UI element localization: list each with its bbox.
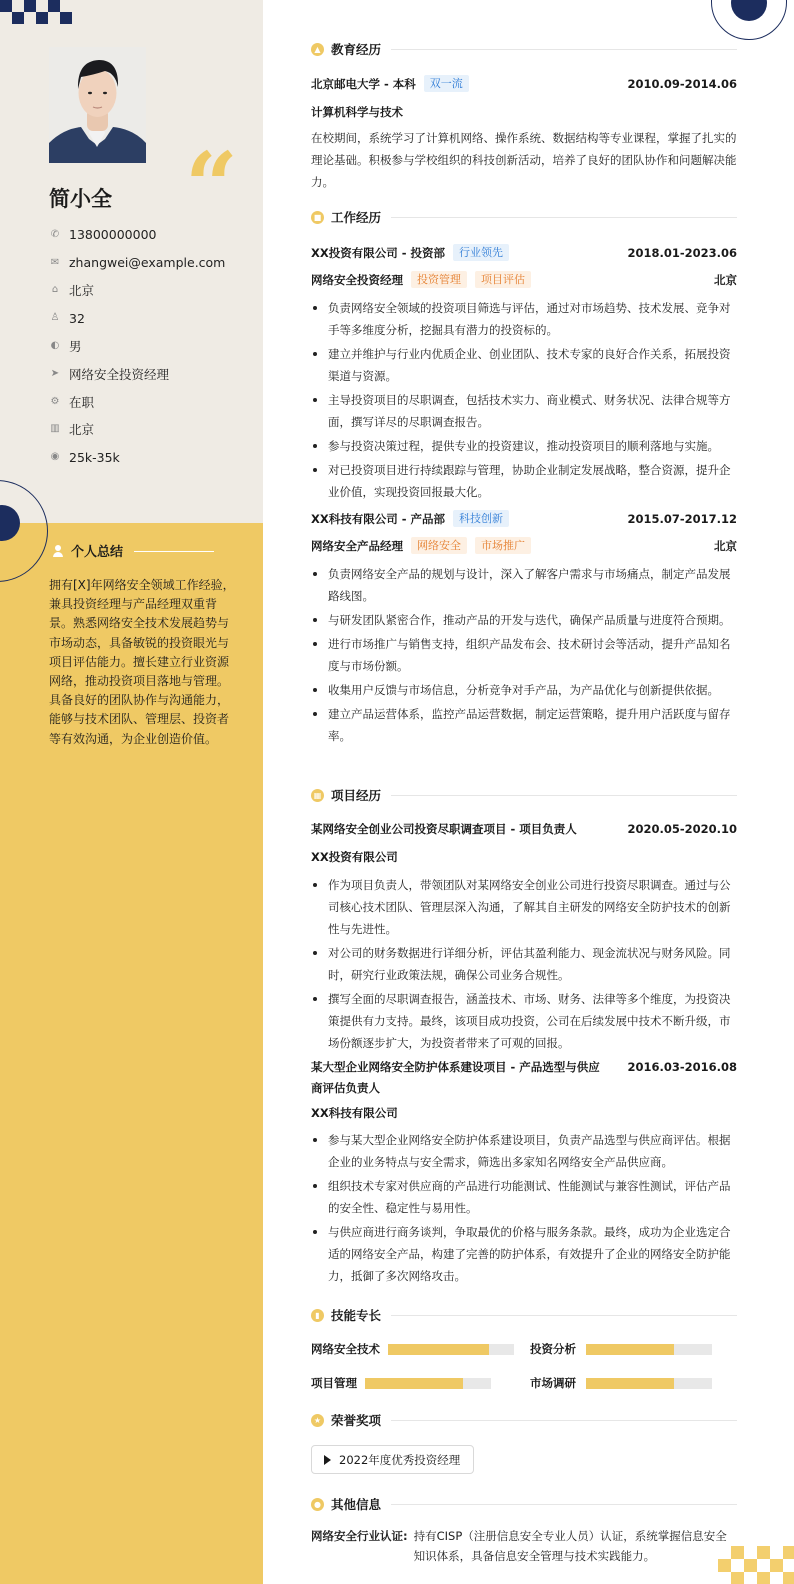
job-bullets	[311, 563, 737, 749]
job-header	[311, 510, 737, 527]
other-section-header	[311, 1495, 737, 1513]
other-label: 网络安全行业认证:	[311, 1529, 408, 1543]
coin-icon: ◉	[50, 451, 60, 463]
list-item: 作为项目负责人，带领团队对某网络安全创业公司进行投资尽职调查。通过与公司核心技术团队、管理层深入沟通，了解其自主研发的网络安全防护技术的创新性与先进性。	[311, 874, 737, 940]
info-phone	[49, 221, 225, 249]
sidebar	[0, 0, 263, 1584]
checker-decoration	[0, 0, 76, 24]
skill-name: 网络安全技术	[311, 1342, 380, 1356]
list-item: 撰写全面的尽职调查报告，涵盖技术、市场、财务、法律等多个维度，为投资决策提供有力支持。最终，该项目成功投资，公司在后续发展中技术不断升级，市场份额逐步扩大，为投资者带来了可观的回报。	[311, 988, 737, 1054]
summary-text: 拥有[X]年网络安全领域工作经验，兼具投资经理与产品经理双重背景。熟悉网络安全技术发展趋势与市场动态，具备敏锐的投资眼光与项目评估能力。擅长建立行业资源网络，推动投资项目落地与管理。具备良好的团队协作与沟通能力，能够与技术团队、管理层、投资者等有效沟通，为企业创造价值。	[49, 578, 235, 746]
job-title-value: 网络安全投资经理	[69, 366, 170, 382]
list-item: 对已投资项目进行持续跟踪与管理，协助企业制定发展战略，整合资源，提升企业价值，实现投资回报最大化。	[311, 459, 737, 503]
other-title: 其他信息	[331, 1497, 382, 1512]
projects-section-header	[311, 786, 737, 804]
job-company: XX投资有限公司 - 投资部	[311, 245, 446, 260]
job-city: 北京	[714, 272, 737, 287]
project-bullets	[311, 1129, 737, 1289]
quote-mark-icon: “	[185, 132, 238, 240]
info-salary	[49, 443, 225, 471]
skill-tag: 项目评估	[475, 271, 531, 288]
info-job-title	[49, 360, 225, 388]
list-item: 参与某大型企业网络安全防护体系建设项目，负责产品选型与供应商评估。根据企业的业务特点与安全需求，筛选出多家知名网络安全产品供应商。	[311, 1129, 737, 1173]
gender-value: 男	[69, 339, 82, 355]
email-value[interactable]: zhangwei@example.com	[69, 255, 226, 271]
project-name: 某大型企业网络安全防护体系建设项目 - 产品选型与供应	[311, 1060, 600, 1074]
other-info-row	[311, 1526, 737, 1566]
skill-name: 项目管理	[311, 1376, 357, 1390]
target-city-value: 北京	[69, 422, 95, 438]
home-icon: ⌂	[51, 284, 59, 296]
job-company: XX科技有限公司 - 产品部	[311, 511, 446, 526]
list-item: 建立并维护与行业内优质企业、创业团队、技术专家的良好合作关系，拓展投资渠道与资源。	[311, 343, 737, 387]
list-item: 主导投资项目的尽职调查，包括技术实力、商业模式、财务状况、法律合规等方面，撰写详尽的尽职调查报告。	[311, 389, 737, 433]
award-name: 2022年度优秀投资经理	[339, 1452, 461, 1467]
company-tag: 科技创新	[453, 510, 509, 527]
project-period: 2020.05-2020.10	[627, 822, 737, 836]
education-period: 2010.09-2014.06	[627, 76, 737, 91]
job-position-row	[311, 537, 737, 554]
skill-tag: 投资管理	[411, 271, 467, 288]
skills-title: 技能专长	[331, 1308, 382, 1323]
skill-bar-fill	[586, 1344, 674, 1355]
age-value: 32	[69, 310, 85, 326]
person-icon	[52, 545, 64, 557]
section-divider	[391, 1504, 737, 1505]
other-value: 持有CISP（注册信息安全专业人员）认证，系统掌握信息安全知识体系，具备信息安全管理与技术实践能力。	[413, 1529, 727, 1563]
list-item: 对公司的财务数据进行详细分析，评估其盈利能力、现金流状况与财务风险。同时，研究行业政策法规，确保公司业务合规性。	[311, 942, 737, 986]
project-org: XX科技有限公司	[311, 1106, 398, 1120]
info-status	[49, 388, 225, 416]
project-bullets	[311, 874, 737, 1056]
job-position-row	[311, 271, 737, 288]
avatar-photo	[49, 47, 146, 163]
contact-info-list	[49, 221, 225, 471]
job-position: 网络安全产品经理	[311, 538, 403, 553]
skill-bar	[586, 1378, 712, 1389]
list-item: 参与投资决策过程，提供专业的投资建议，推动投资项目的顺利落地与实施。	[311, 435, 737, 457]
section-divider	[391, 795, 737, 796]
info-target-city	[49, 416, 225, 444]
project-name: 某网络安全创业公司投资尽职调查项目 - 项目负责人	[311, 822, 577, 836]
job-bullets	[311, 297, 737, 505]
play-icon	[324, 1455, 331, 1465]
info-age	[49, 304, 225, 332]
list-item: 与供应商进行商务谈判，争取最优的价格与服务条款。最终，成功为企业选定合适的网络安全产品，构建了完善的防护体系，有效提升了企业的网络安全防护能力，抵御了多次网络攻击。	[311, 1221, 737, 1287]
status-value: 在职	[69, 394, 95, 410]
projects-title: 项目经历	[331, 788, 382, 803]
major: 计算机科学与技术	[311, 105, 403, 119]
list-item: 与研发团队紧密合作，推动产品的开发与迭代，确保产品质量与进度符合预期。	[311, 609, 737, 631]
cake-icon: ♙	[50, 312, 60, 324]
project-header	[311, 821, 737, 837]
info-email	[49, 249, 225, 277]
awards-section-header	[311, 1411, 737, 1429]
summary-divider	[134, 551, 214, 552]
phone-icon: ✆	[50, 228, 60, 240]
skill-item	[311, 1375, 491, 1391]
work-section-header	[311, 208, 737, 226]
job-position: 网络安全投资经理	[311, 272, 403, 287]
skill-item	[530, 1341, 712, 1357]
section-divider	[391, 49, 737, 50]
list-item: 建立产品运营体系，监控产品运营数据，制定运营策略，提升用户活跃度与留存率。	[311, 703, 737, 747]
phone-value[interactable]: 13800000000	[69, 227, 157, 243]
medal-icon: ★	[311, 1414, 324, 1427]
summary-title: 个人总结	[71, 545, 124, 560]
section-divider	[391, 217, 737, 218]
gender-icon: ◐	[50, 340, 60, 352]
section-divider	[391, 1420, 737, 1421]
info-gender	[49, 332, 225, 360]
skill-tag: 网络安全	[411, 537, 467, 554]
list-item: 组织技术专家对供应商的产品进行功能测试、性能测试与兼容性测试，评估产品的安全性、稳定性与易用性。	[311, 1175, 737, 1219]
project-period: 2016.03-2016.08	[627, 1060, 737, 1074]
project-header	[311, 1057, 737, 1099]
school-name: 北京邮电大学 - 本科	[311, 76, 416, 91]
project-name-cont: 商评估负责人	[311, 1081, 380, 1095]
mail-icon: ✉	[50, 256, 60, 268]
salary-value: 25k-35k	[69, 449, 120, 465]
project-org: XX投资有限公司	[311, 850, 398, 864]
summary-header	[52, 541, 123, 560]
skill-item	[311, 1341, 514, 1357]
school-tag: 双一流	[424, 75, 469, 92]
education-title: 教育经历	[331, 42, 382, 57]
job-period: 2018.01-2023.06	[627, 245, 737, 260]
briefcase-icon: ■	[311, 211, 324, 224]
education-section-header	[311, 40, 737, 58]
list-item: 进行市场推广与销售支持，组织产品发布会、技术研讨会等活动，提升产品知名度与市场份额。	[311, 633, 737, 677]
info-location	[49, 277, 225, 305]
awards-title: 荣誉奖项	[331, 1413, 382, 1428]
list-item: 负责网络安全领域的投资项目筛选与评估，通过对市场趋势、技术发展、竞争对手等多维度分析，挖掘具有潜力的投资标的。	[311, 297, 737, 341]
gear-icon: ⚙	[50, 395, 60, 407]
work-title: 工作经历	[331, 210, 382, 225]
skill-tag: 市场推广	[475, 537, 531, 554]
skill-name: 投资分析	[530, 1342, 576, 1356]
skill-item	[530, 1375, 712, 1391]
section-divider	[391, 1315, 737, 1316]
skill-bar	[586, 1344, 712, 1355]
list-item: 收集用户反馈与市场信息，分析竞争对手产品，为产品优化与创新提供依据。	[311, 679, 737, 701]
candidate-name: 简小全	[49, 187, 112, 211]
skills-section-header	[311, 1306, 737, 1324]
job-city: 北京	[714, 538, 737, 553]
skill-bar	[365, 1378, 491, 1389]
building-icon: ▥	[50, 423, 60, 435]
info-icon: ●	[311, 1498, 324, 1511]
send-icon: ➤	[50, 367, 60, 379]
graduation-cap-icon: ▲	[311, 43, 324, 56]
skill-bar-fill	[365, 1378, 463, 1389]
list-item: 负责网络安全产品的规划与设计，深入了解客户需求与市场痛点，制定产品发展路线图。	[311, 563, 737, 607]
company-tag: 行业领先	[453, 244, 509, 261]
award-item	[311, 1445, 474, 1474]
education-description: 在校期间，系统学习了计算机网络、操作系统、数据结构等专业课程，掌握了扎实的理论基础。积极参与学校组织的科技创新活动，培养了良好的团队协作和问题解决能力。	[311, 131, 737, 189]
location-value: 北京	[69, 283, 95, 299]
chart-icon: ▮	[311, 1309, 324, 1322]
grid-icon: ▦	[311, 789, 324, 802]
skill-name: 市场调研	[530, 1376, 576, 1390]
skill-bar	[388, 1344, 514, 1355]
checker-decoration-bottom-right	[718, 1546, 794, 1584]
job-header	[311, 244, 737, 261]
skill-bar-fill	[586, 1378, 674, 1389]
education-row	[311, 75, 737, 92]
skill-bar-fill	[388, 1344, 489, 1355]
job-period: 2015.07-2017.12	[627, 511, 737, 526]
